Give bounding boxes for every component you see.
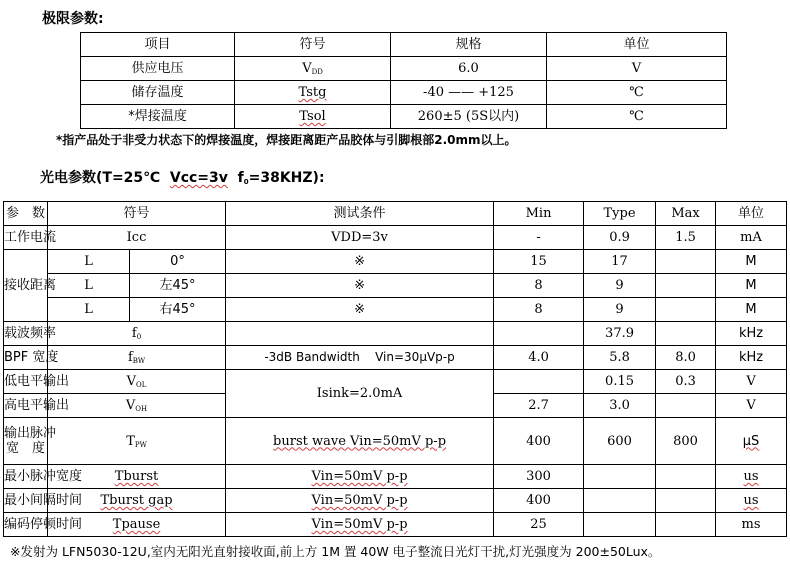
table-header-row xyxy=(4,202,787,226)
min-cell: 400 xyxy=(494,418,584,465)
symbol-cell: $f_0$ xyxy=(48,322,226,346)
header-condition: 测试条件 xyxy=(226,202,494,226)
max-cell xyxy=(656,298,716,322)
table-row xyxy=(81,105,727,129)
header-spec: 规格 xyxy=(391,33,547,57)
max-cell xyxy=(656,465,716,489)
condition-cell: Vin=50mV p-p xyxy=(226,465,494,489)
condition-cell: Vin=50mV p-p xyxy=(226,489,494,513)
symbol-cell: $V_{DD}$ xyxy=(235,57,391,81)
symbol-cell: $f_{BW}$ xyxy=(48,346,226,370)
item-name: 供应电压 xyxy=(81,57,235,81)
condition-cell: Vin=50mV p-p xyxy=(226,513,494,537)
table-row xyxy=(81,57,727,81)
symbol-cell: Tstg xyxy=(235,81,391,105)
param-name: 最小间隔时间 xyxy=(4,489,48,513)
unit-cell: us xyxy=(716,489,787,513)
condition-cell: ※ xyxy=(226,298,494,322)
condition-cell: ※ xyxy=(226,274,494,298)
param-name: 工作电流 xyxy=(4,226,48,250)
unit-cell: M xyxy=(716,274,787,298)
max-cell xyxy=(656,513,716,537)
max-cell: 0.3 xyxy=(656,370,716,394)
optic-params-table xyxy=(3,201,787,537)
condition-cell: ※ xyxy=(226,250,494,274)
symbol-cell: Tburst gap xyxy=(48,489,226,513)
condition-cell: -3dB Bandwidth Vin=30μVp-p xyxy=(226,346,494,370)
l-cell: L xyxy=(48,274,130,298)
table-row xyxy=(4,370,787,394)
param-name: 载波频率 xyxy=(4,322,48,346)
unit-cell: V xyxy=(716,370,787,394)
param-name: 最小脉冲宽度 xyxy=(4,465,48,489)
unit-cell: M xyxy=(716,298,787,322)
l-cell: L xyxy=(48,250,130,274)
max-cell: 1.5 xyxy=(656,226,716,250)
table-row xyxy=(4,322,787,346)
item-name: *焊接温度 xyxy=(81,105,235,129)
max-cell xyxy=(656,489,716,513)
table-header-row xyxy=(81,33,727,57)
header-min: Min xyxy=(494,202,584,226)
min-cell: 2.7 xyxy=(494,394,584,418)
table-row xyxy=(4,298,787,322)
table-row xyxy=(4,418,787,465)
min-cell: 25 xyxy=(494,513,584,537)
l-cell: L xyxy=(48,298,130,322)
unit-value: V xyxy=(547,57,727,81)
param-name: BPF 宽度 xyxy=(4,346,48,370)
table-row xyxy=(4,465,787,489)
min-cell xyxy=(494,322,584,346)
max-cell xyxy=(656,394,716,418)
typ-cell xyxy=(584,465,656,489)
test-condition-footnote: ※发射为 LFN5030-12U,室内无阳光直射接收面,前上方 1M 置 40W 电子整流日光灯干扰,灯光强度为 200±50Lux。 xyxy=(10,544,661,559)
min-cell: - xyxy=(494,226,584,250)
min-cell: 15 xyxy=(494,250,584,274)
unit-cell: kHz xyxy=(716,322,787,346)
spec-value: 260±5 (5S以内) xyxy=(391,105,547,129)
symbol-cell: Icc xyxy=(48,226,226,250)
header-param: 参 数 xyxy=(4,202,48,226)
typ-cell: 37.9 xyxy=(584,322,656,346)
min-cell: 8 xyxy=(494,298,584,322)
unit-value: ℃ xyxy=(547,81,727,105)
unit-cell: us xyxy=(716,465,787,489)
max-cell: 800 xyxy=(656,418,716,465)
angle-cell: 左45° xyxy=(130,274,226,298)
angle-cell: 0° xyxy=(130,250,226,274)
symbol-cell: $V_{OH}$ xyxy=(48,394,226,418)
min-cell xyxy=(494,370,584,394)
min-cell: 4.0 xyxy=(494,346,584,370)
param-name: 输出脉冲 宽 度 xyxy=(4,418,48,465)
min-cell: 300 xyxy=(494,465,584,489)
typ-cell: 0.9 xyxy=(584,226,656,250)
typ-cell: 0.15 xyxy=(584,370,656,394)
header-unit: 单位 xyxy=(547,33,727,57)
table-row xyxy=(4,346,787,370)
typ-cell: 17 xyxy=(584,250,656,274)
table-row xyxy=(81,81,727,105)
angle-cell: 右45° xyxy=(130,298,226,322)
optic-params-title: 光电参数(T=25℃ Vcc=3v $f_0=38KHZ$): xyxy=(40,170,325,186)
typ-cell: 9 xyxy=(584,274,656,298)
header-max: Max xyxy=(656,202,716,226)
unit-cell: μS xyxy=(716,418,787,465)
table-row xyxy=(4,274,787,298)
typ-cell: 600 xyxy=(584,418,656,465)
item-name: 储存温度 xyxy=(81,81,235,105)
param-name: 低电平输出 xyxy=(4,370,48,394)
typ-cell: 5.8 xyxy=(584,346,656,370)
soldering-note: *指产品处于非受力状态下的焊接温度，焊接距离距产品胶体与引脚根部2.0mm以上。 xyxy=(56,133,517,147)
param-name: 接收距离 xyxy=(4,250,48,322)
unit-cell: mA xyxy=(716,226,787,250)
header-symbol: 符号 xyxy=(48,202,226,226)
typ-cell xyxy=(584,513,656,537)
max-cell xyxy=(656,322,716,346)
condition-cell: VDD=3v xyxy=(226,226,494,250)
table-row xyxy=(4,513,787,537)
typ-cell xyxy=(584,489,656,513)
typ-cell: 3.0 xyxy=(584,394,656,418)
unit-value: ℃ xyxy=(547,105,727,129)
table-row xyxy=(4,250,787,274)
table-row xyxy=(4,226,787,250)
unit-cell: V xyxy=(716,394,787,418)
max-cell xyxy=(656,250,716,274)
table-row xyxy=(4,489,787,513)
unit-cell: ms xyxy=(716,513,787,537)
min-cell: 8 xyxy=(494,274,584,298)
condition-cell xyxy=(226,322,494,346)
symbol-cell: $V_{OL}$ xyxy=(48,370,226,394)
condition-cell: Isink=2.0mA xyxy=(226,370,494,418)
header-typ: Type xyxy=(584,202,656,226)
limit-params-table xyxy=(80,32,727,129)
condition-cell: burst wave Vin=50mV p-p xyxy=(226,418,494,465)
min-cell: 400 xyxy=(494,489,584,513)
symbol-cell: Tpause xyxy=(48,513,226,537)
spec-value: -40 —— +125 xyxy=(391,81,547,105)
spec-value: 6.0 xyxy=(391,57,547,81)
symbol-cell: Tsol xyxy=(235,105,391,129)
header-unit: 单位 xyxy=(716,202,787,226)
typ-cell: 9 xyxy=(584,298,656,322)
limit-params-title: 极限参数: xyxy=(42,11,104,27)
max-cell xyxy=(656,274,716,298)
param-name: 编码停顿时间 xyxy=(4,513,48,537)
symbol-cell: $T_{PW}$ xyxy=(48,418,226,465)
param-name: 高电平输出 xyxy=(4,394,48,418)
symbol-cell: Tburst xyxy=(48,465,226,489)
unit-cell: M xyxy=(716,250,787,274)
header-symbol: 符号 xyxy=(235,33,391,57)
max-cell: 8.0 xyxy=(656,346,716,370)
unit-cell: kHz xyxy=(716,346,787,370)
header-item: 项目 xyxy=(81,33,235,57)
